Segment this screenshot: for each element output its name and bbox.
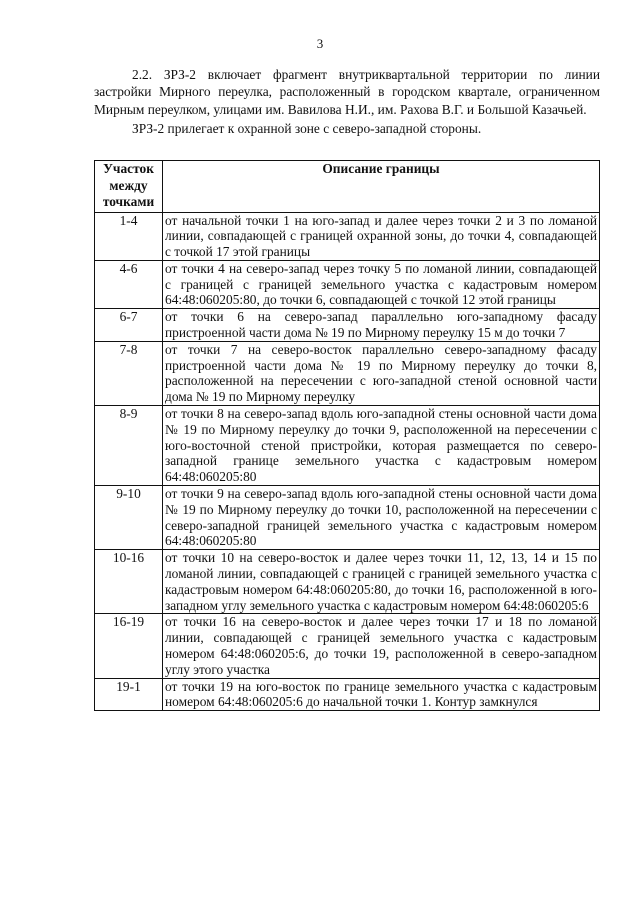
row-description: от точки 7 на северо-восток параллельно северо-западному фасаду пристроенной части дома № 19 по Мирному переулку до точки 8, расположенной на пересечении с юго-западной стеной основной части дома № 19 по Мирному переулку — [163, 341, 600, 405]
intro-paragraph-2: ЗРЗ-2 прилегает к охранной зоне с северо-западной стороны. — [132, 121, 482, 137]
boundary-table — [94, 160, 600, 711]
header-description-label: Описание границы — [322, 161, 440, 176]
table-row — [95, 614, 600, 678]
table-row — [95, 406, 600, 486]
table-row — [95, 486, 600, 550]
row-segment: 19-1 — [95, 678, 163, 711]
page-number: 3 — [316, 36, 324, 51]
table-row — [95, 309, 600, 342]
row-description: от точки 10 на северо-восток и далее через точки 11, 12, 13, 14 и 15 по ломаной линии, совпадающей с границей с границей земельного участка с кадастровым номером 64:48:060205:80, до точки 16, расположенной в юго-западном углу земельного участка с кадастровым номером 64:48:060205:6 — [163, 550, 600, 614]
table-row — [95, 678, 600, 711]
intro-text — [94, 66, 600, 138]
row-description: от точки 19 на юго-восток по границе земельного участка с кадастровым номером 64:48:060205:6 до начальной точки 1. Контур замкнулся — [163, 678, 600, 711]
header-segment-label: Участок между точками — [102, 161, 155, 209]
row-segment: 8-9 — [95, 406, 163, 486]
row-description: от точки 6 на северо-запад параллельно юго-западному фасаду пристроенной части дома № 19 по Мирному переулку 15 м до точки 7 — [163, 309, 600, 342]
row-segment: 16-19 — [95, 614, 163, 678]
row-segment: 6-7 — [95, 309, 163, 342]
row-description: от точки 16 на северо-восток и далее через точки 17 и 18 по ломаной линии, совпадающей с границей земельного участка с кадастровым номером 64:48:060205:6, до точки 19, расположенной в северо-западном углу этого участка — [163, 614, 600, 678]
row-segment: 10-16 — [95, 550, 163, 614]
row-description: от точки 8 на северо-запад вдоль юго-западной стены основной части дома № 19 по Мирному переулку до точки 9, расположенной на пересечении с юго-восточной стеной пристройки, которая размещается по северо-западной границе земельного участка с кадастровым номером 64:48:060205:80 — [163, 406, 600, 486]
row-segment: 7-8 — [95, 341, 163, 405]
row-description: от точки 9 на северо-запад вдоль юго-западной стены основной части дома № 19 по Мирному переулку до точки 10, расположенной на пересечении с северо-западной границей земельного участка с кадастровым номером 64:48:060205:80 — [163, 486, 600, 550]
table-row — [95, 212, 600, 260]
row-segment: 9-10 — [95, 486, 163, 550]
row-description: от начальной точки 1 на юго-запад и далее через точки 2 и 3 по ломаной линии, совпадающей с границей охранной зоны, до точки 4, совпадающей с точкой 17 этой границы — [163, 212, 600, 260]
header-segment — [95, 161, 163, 213]
row-segment: 4-6 — [95, 260, 163, 308]
row-description: от точки 4 на северо-запад через точку 5 по ломаной линии, совпадающей с границей с границей земельного участка с кадастровым номером 64:48:060205:80, до точки 6, совпадающей с точкой 12 этой границы — [163, 260, 600, 308]
table-row — [95, 341, 600, 405]
header-description — [163, 161, 600, 213]
table-row — [95, 260, 600, 308]
intro-paragraph-1: 2.2. ЗРЗ-2 включает фрагмент внутриквартальной территории по линии застройки Мирного переулка, расположенный в городском квартале, ограниченном Мирным переулком, улицами им. Вавилова Н.И., им. Рахова В.Г. и Большой Казачьей. — [94, 67, 600, 117]
table-header-row — [95, 161, 600, 213]
table-row — [95, 550, 600, 614]
row-segment: 1-4 — [95, 212, 163, 260]
